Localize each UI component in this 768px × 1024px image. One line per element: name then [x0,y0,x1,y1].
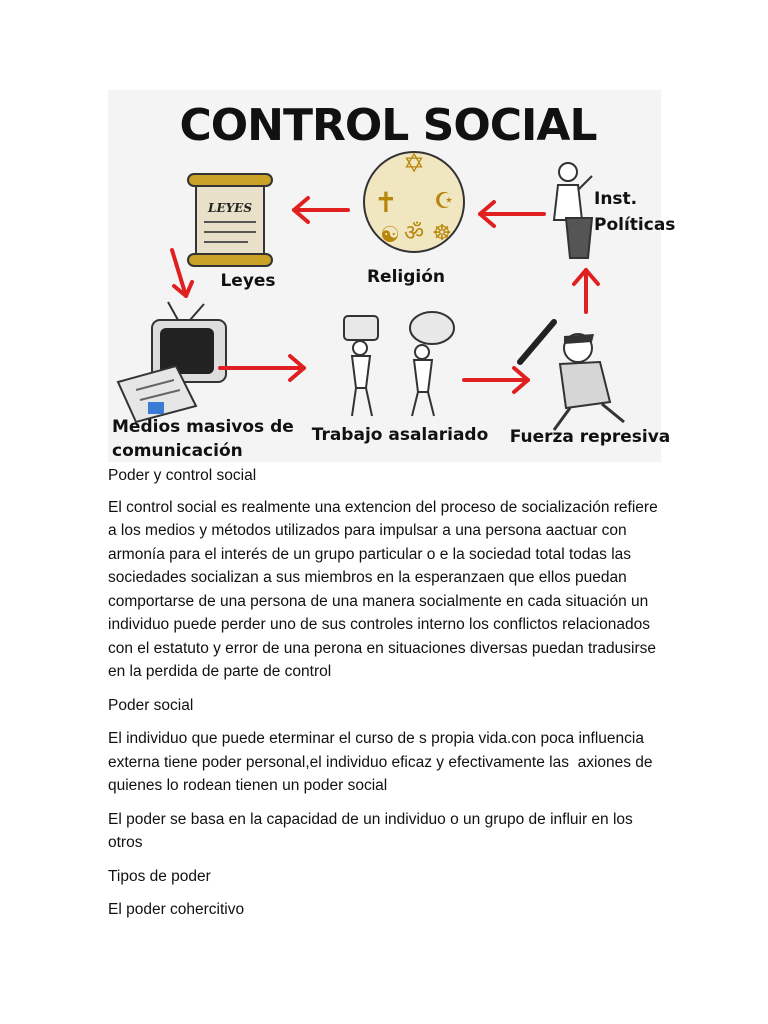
arrow-trabajo-to-fuerza [464,368,528,392]
heading-tipos-de-poder: Tipos de poder [108,867,211,885]
paragraph-control-social: El control social es realmente una extencion del proceso de socialización refiere a los medios y métodos utilizados para impulsar a una persona aactuar con armonía para el interés de un grupo particular o e la sociedad total todas las sociedades socializan a sus miembros en la esperanzaen que ellos puedan comportarse de una persona de una manera socialmente en cada situación un individuo puede perder uno de sus controles interno los conflictos relacionados con el estatuto y error de una perona en situaciones diversas puedan tradusirse en la perdida de parte de control [108,498,663,680]
politician-podium-icon [554,163,592,258]
label-fuerza: Fuerza represiva [509,427,671,447]
label-religion: Religión [366,267,446,287]
arrow-inst-to-religion [480,202,544,226]
figure-caption: Poder y control social [108,467,257,484]
svg-text:✝: ✝ [374,186,398,219]
tv-newspaper-icon [118,302,226,422]
label-inst: Inst. [594,189,638,209]
label-leyes: Leyes [220,271,276,291]
paragraph-poder-social: El individuo que puede eterminar el curso de s propia vida.con poca influencia externa tiene poder personal,el individuo eficaz y efectivamente las axiones de quienes lo rodean tienen un poder social [108,730,657,794]
police-baton-icon [520,322,624,430]
laws-scroll-icon [188,174,272,266]
svg-text:☸: ☸ [432,221,452,246]
diagram-svg [108,90,676,462]
svg-text:ॐ: ॐ [403,221,425,246]
heading-poder-cohercitivo: El poder cohercitivo [108,901,245,918]
svg-text:☯: ☯ [380,223,400,248]
document-body [108,464,668,932]
arrow-fuerza-to-inst [574,270,598,312]
paragraph-poder-base: El poder se basa en la capacidad de un individuo o un grupo de influir en los otros [108,810,638,851]
workers-carrying-icon [344,312,454,416]
control-social-diagram [108,90,676,462]
religion-symbols-icon [364,149,464,252]
label-trabajo: Trabajo asalariado [311,425,489,445]
svg-text:☪: ☪ [434,189,454,214]
diagram-title: CONTROL SOCIAL [179,100,597,151]
label-medios-1: Medios masivos de [112,417,294,437]
label-medios-2: comunicación [112,441,243,461]
label-politicas: Políticas [594,215,676,235]
arrow-religion-to-leyes [294,198,348,222]
arrow-medios-to-trabajo [220,356,304,380]
svg-text:✡: ✡ [403,149,425,179]
heading-poder-social: Poder social [108,696,194,714]
scroll-label: LEYES [208,201,252,215]
